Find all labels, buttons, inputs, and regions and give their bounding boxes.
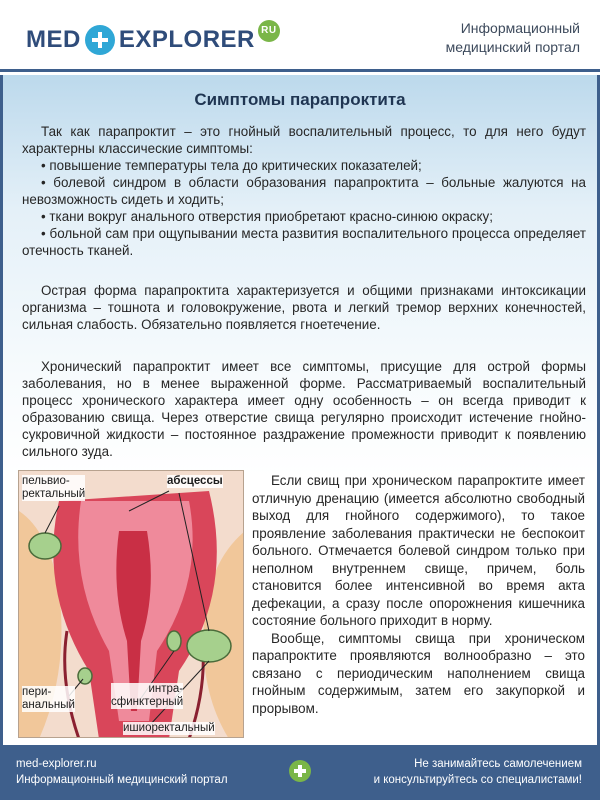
chronic-paragraph: Хронический парапроктит имеет все симптомы, присущие для острой формы заболевания, но в менее выраженной форме. Рассматриваемый воспалительный процесс хронического характера имеет одну особенность – он всегда приводит к образованию свища. Через отверстие свища регулярно происходит истечение гнойно-сукровичной жидкости – постоянное раздражение промежности приводит к появлению сильного зуда. bbox=[22, 359, 586, 459]
label-pelviorectal: пельвио- ректальный bbox=[22, 475, 86, 500]
footer-plus-icon bbox=[289, 760, 311, 782]
footer-warning-line-1: Не занимайтесь самолечением bbox=[414, 758, 582, 770]
footer-warning-line-2: и консультируйтесь со специалистами! bbox=[373, 774, 582, 786]
symptom-bullet-2: • болевой синдром в области образования парапроктита – больные жалуются на невозможность сидеть и ходить; bbox=[22, 175, 586, 207]
footer-site-info bbox=[16, 756, 228, 788]
symptom-bullet-4: • больной сам при ощупывании места развития воспалительного процесса определяет отечность тканей. bbox=[22, 226, 586, 258]
footer-site-link[interactable]: med-explorer.ru bbox=[16, 758, 97, 770]
article-content bbox=[0, 75, 600, 745]
logo-badge-ru: RU bbox=[258, 20, 280, 42]
fistula-section bbox=[252, 472, 585, 717]
site-footer bbox=[0, 745, 600, 800]
tagline-line-2: медицинский портал bbox=[445, 39, 580, 55]
intro-section bbox=[22, 123, 586, 259]
tagline-line-1: Информационный bbox=[460, 20, 580, 36]
label-abscesses: абсцессы bbox=[167, 475, 223, 487]
footer-site-description: Информационный медицинский портал bbox=[16, 774, 228, 786]
symptom-bullet-1: • повышение температуры тела до критических показателей; bbox=[41, 158, 422, 173]
intro-paragraph: Так как парапроктит – это гнойный воспалительный процесс, то для него будут характерны классические симптомы: bbox=[22, 124, 586, 156]
site-header bbox=[0, 0, 600, 72]
symptom-bullet-3: • ткани вокруг анального отверстия приобретают красно-синюю окраску; bbox=[41, 209, 493, 224]
acute-paragraph: Острая форма парапроктита характеризуется и общими признаками интоксикации организма – тошнота и головокружение, рвота и легкий тремор верхних конечностей, сильная слабость. Обязательно появляется гноетечение. bbox=[22, 283, 586, 332]
logo-text-med: MED bbox=[26, 26, 81, 53]
label-ischiorectal: ишиоректальный bbox=[123, 722, 215, 734]
site-logo[interactable] bbox=[26, 24, 280, 56]
label-perianal: пери- анальный bbox=[22, 686, 75, 711]
fistula-paragraph-2: Вообще, симптомы свища при хроническом парапроктите проявляются волнообразно – это связано с периодическим наполнением свища гнойным содержимым, затем его закупоркой и прорывом. bbox=[252, 630, 585, 716]
footer-warning bbox=[374, 756, 582, 788]
fistula-paragraph-1: Если свищ при хроническом парапроктите имеет отличную дренацию (имеется абсолютно свободный выход для гнойного содержимого), то такое проявление заболевания практически не беспокоит больного. Отмечается болевой синдром только при неполном внутреннем свище, причем, боль становится более интенсивной во время акта дефекации, а сразу после опорожнения кишечника состояние больного приходит в норму. bbox=[252, 473, 585, 628]
acute-section bbox=[22, 282, 586, 333]
article-title: Симптомы парапроктита bbox=[194, 90, 406, 109]
logo-text-explorer: EXPLORER bbox=[118, 26, 255, 53]
anatomy-illustration bbox=[18, 470, 244, 738]
header-tagline bbox=[446, 19, 580, 57]
chronic-section bbox=[22, 358, 586, 460]
plus-icon bbox=[85, 25, 115, 55]
label-intrasphincteric: интра- сфинктерный bbox=[111, 683, 184, 708]
